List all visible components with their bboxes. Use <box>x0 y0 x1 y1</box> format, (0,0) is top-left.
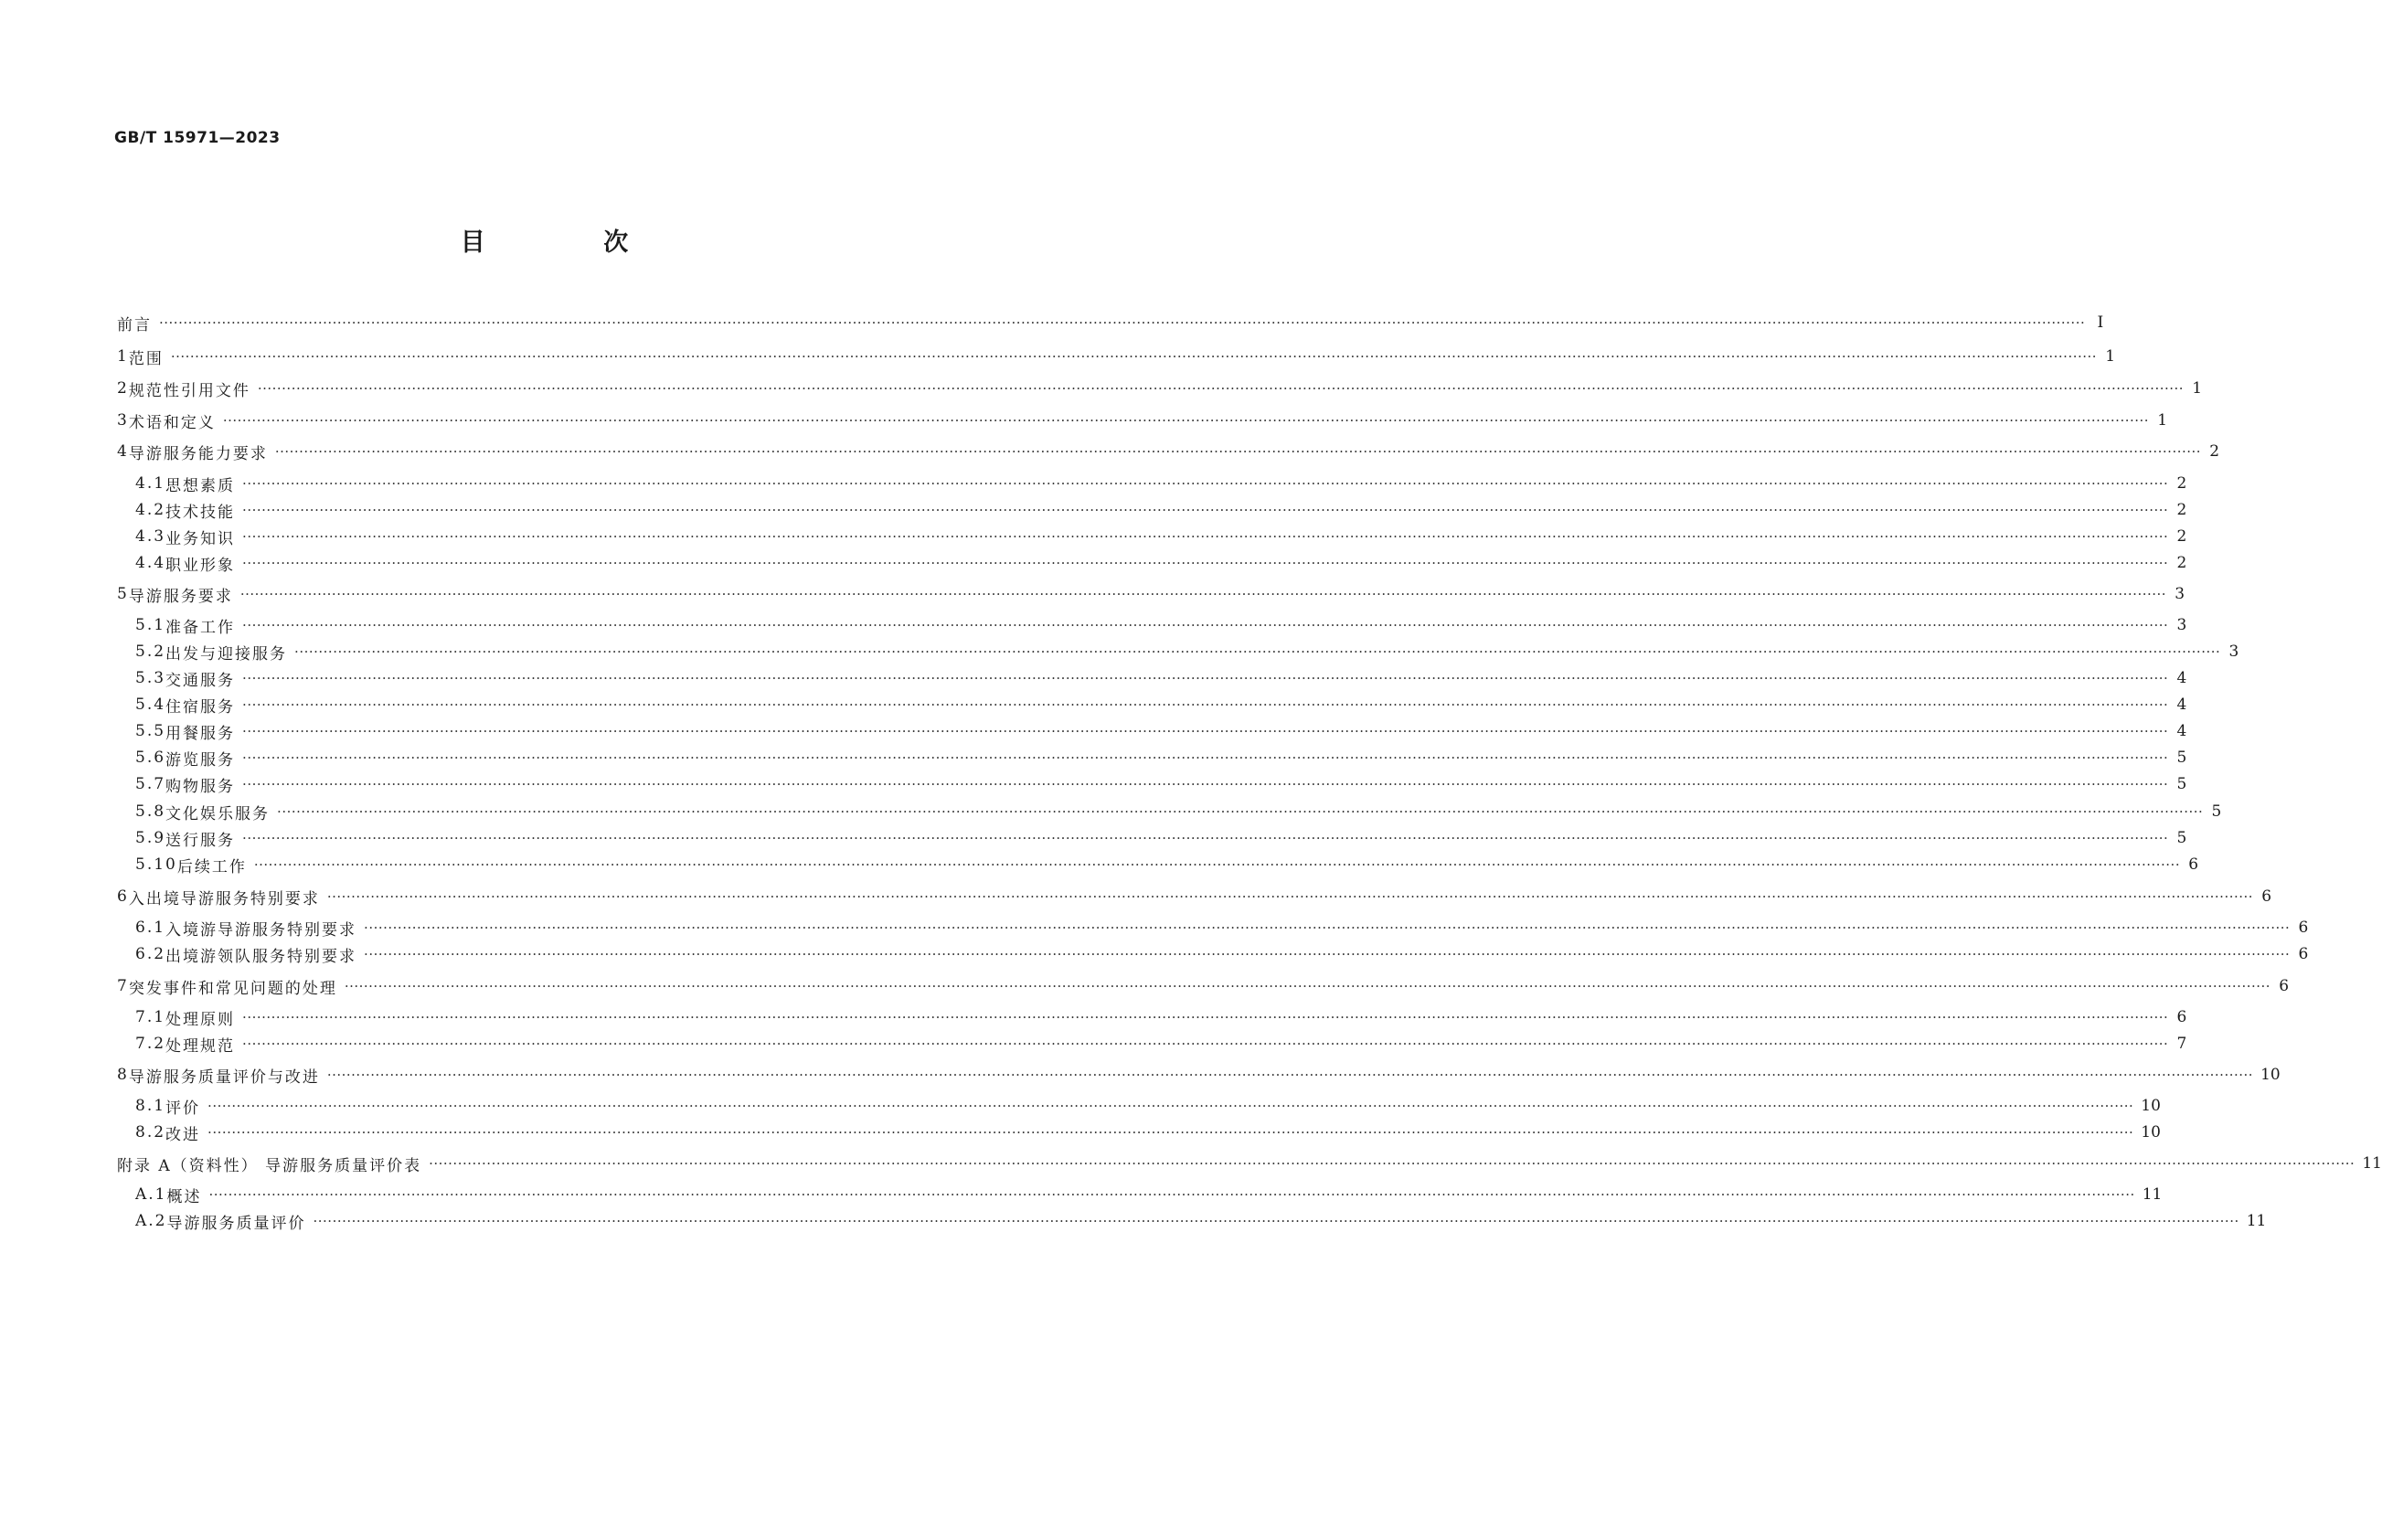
toc-entry[interactable] <box>117 311 2104 335</box>
toc-entry-title: 附录 A（资料性） 导游服务质量评价表 <box>117 1156 422 1175</box>
toc-entry-page-number: 11 <box>2246 1212 2267 1230</box>
toc-entry-number: 8 <box>117 1066 129 1084</box>
toc-entry-title: 业务知识 <box>165 529 236 548</box>
toc-entry-number: 7 <box>117 977 129 995</box>
toc-entry[interactable] <box>117 885 2272 908</box>
toc-entry[interactable] <box>135 719 2187 743</box>
toc-entry-title: 文化娱乐服务 <box>165 804 271 823</box>
toc-entry[interactable] <box>135 551 2187 575</box>
toc-entry[interactable] <box>135 853 2199 876</box>
toc-entry-number: 3 <box>117 411 129 430</box>
toc-entry-title: 改进 <box>165 1125 201 1144</box>
toc-entry-title: 购物服务 <box>165 777 236 796</box>
toc-entry-page-number: 3 <box>2175 585 2185 603</box>
toc-entry-page-number: 4 <box>2176 669 2187 687</box>
toc-entry-page-number: 1 <box>2157 411 2168 430</box>
page-title: 目 次 <box>460 228 684 257</box>
toc-entry-number: 2 <box>117 379 129 398</box>
toc-entry-title: 规范性引用文件 <box>128 381 250 400</box>
dot-leader: ················································································································································································································································································································································································································ <box>242 1036 2169 1052</box>
toc-entry-number: 7.1 <box>135 1008 166 1026</box>
toc-entry[interactable] <box>135 472 2187 495</box>
toc-entry-page-number: 1 <box>2105 347 2116 366</box>
toc-entry[interactable] <box>135 1094 2161 1118</box>
dot-leader: ················································································································································································································································································································································································································ <box>242 749 2169 766</box>
toc-entry-title: 后续工作 <box>176 857 247 876</box>
toc-entry-page-number: 7 <box>2176 1035 2187 1053</box>
toc-entry[interactable] <box>135 640 2239 664</box>
toc-entry-number: 7.2 <box>135 1035 166 1053</box>
toc-entry-title: 入出境导游服务特别要求 <box>128 889 320 908</box>
toc-entry-page-number: 6 <box>2298 919 2309 937</box>
toc-entry-title: 处理原则 <box>165 1010 236 1029</box>
toc-entry-title: 职业形象 <box>165 556 236 575</box>
dot-leader: ················································································································································································································································································································································································································ <box>242 1009 2169 1025</box>
toc-entry[interactable] <box>117 440 2220 463</box>
toc-entry[interactable] <box>117 409 2168 432</box>
toc-entry-page-number: 2 <box>2209 442 2220 461</box>
toc-entry-title: 导游服务质量评价与改进 <box>128 1067 320 1087</box>
toc-entry-page-number: 6 <box>2279 977 2290 995</box>
dot-leader: ················································································································································································································································································································································································································ <box>207 1124 2134 1141</box>
dot-leader: ················································································································································································································································································································································································································ <box>242 696 2169 713</box>
toc-entry-number: 4.2 <box>135 501 166 519</box>
toc-entry-number: A.1 <box>135 1185 167 1204</box>
toc-entry-page-number: 3 <box>2228 643 2239 661</box>
dot-leader: ················································································································································································································································································································································································································ <box>242 617 2169 633</box>
toc-entry[interactable] <box>117 1063 2281 1087</box>
toc-entry-title: 准备工作 <box>165 618 236 637</box>
dot-leader: ················································································································································································································································································································································································································ <box>242 528 2169 545</box>
toc-entry-page-number: 4 <box>2176 696 2187 714</box>
toc-entry[interactable] <box>117 1152 2382 1175</box>
toc-entry-number: 8.1 <box>135 1097 166 1115</box>
toc-entry-page-number: 4 <box>2176 722 2187 740</box>
toc-entry-title: 送行服务 <box>165 831 236 850</box>
toc-entry-page-number: 6 <box>2261 887 2272 906</box>
toc-entry-number: 5.7 <box>135 775 166 793</box>
dot-leader: ················································································································································································································································································································································································································ <box>242 776 2169 792</box>
toc-entry-number: 5.10 <box>135 855 177 874</box>
dot-leader: ················································································································································································································································································································································································································ <box>170 348 2098 365</box>
toc-entry-page-number: 6 <box>2298 945 2309 963</box>
dot-leader: ················································································································································································································································································································································································································ <box>313 1213 2239 1229</box>
toc-entry-number: 5.3 <box>135 669 166 687</box>
dot-leader: ················································································································································································································································································································································································································ <box>242 670 2169 686</box>
toc-entry-title: 思想素质 <box>165 476 236 495</box>
toc-entry[interactable] <box>135 1183 2163 1206</box>
dot-leader: ················································································································································································································································································································································································································ <box>344 978 2271 994</box>
toc-entry-page-number: 2 <box>2176 527 2187 546</box>
toc-entry[interactable] <box>135 1120 2161 1144</box>
toc-entry[interactable] <box>135 498 2187 522</box>
toc-entry-number: 6.1 <box>135 919 166 937</box>
toc-entry[interactable] <box>117 377 2203 400</box>
dot-leader: ················································································································································································································································································································································································································ <box>326 1067 2254 1083</box>
toc-entry-number: 5.1 <box>135 616 166 634</box>
toc-entry-title: 范围 <box>128 349 164 368</box>
dot-leader: ················································································································································································································································································································································································································ <box>274 443 2202 460</box>
dot-leader: ················································································································································································································································································································································································································ <box>242 555 2169 571</box>
toc-entry-page-number: 5 <box>2176 749 2187 767</box>
toc-entry-page-number: 5 <box>2176 775 2187 793</box>
toc-entry-number: 5.6 <box>135 749 166 767</box>
toc-entry-page-number: 3 <box>2176 616 2187 634</box>
toc-entry-title: 入境游导游服务特别要求 <box>165 920 357 940</box>
toc-entry-page-number: 2 <box>2176 501 2187 519</box>
toc-entry-title: 处理规范 <box>165 1036 236 1056</box>
toc-entry-page-number: 6 <box>2188 855 2199 874</box>
toc-entry-page-number: 10 <box>2141 1097 2161 1115</box>
toc-entry-page-number: 6 <box>2176 1008 2187 1026</box>
toc-entry-number: 4.1 <box>135 474 166 493</box>
toc-entry[interactable] <box>135 800 2222 823</box>
dot-leader: ················································································································································································································································································································································································································ <box>208 1186 2135 1203</box>
dot-leader: ················································································································································································································································································································································································································ <box>242 723 2169 739</box>
dot-leader: ················································································································································································································································································································································································································ <box>242 830 2169 846</box>
dot-leader: ················································································································································································································································································································································································································ <box>222 412 2150 429</box>
toc-entry-title: 导游服务质量评价 <box>166 1214 306 1233</box>
toc-entry-number: 5.8 <box>135 802 166 821</box>
dot-leader: ················································································································································································································································································································································································································ <box>364 946 2291 962</box>
toc-entry-number: 4.3 <box>135 527 166 546</box>
toc-entry-page-number: 10 <box>2260 1066 2281 1084</box>
toc-entry-title: 导游服务要求 <box>128 587 233 606</box>
toc-entry[interactable] <box>135 746 2187 770</box>
toc-entry[interactable] <box>135 772 2187 796</box>
toc-entry-title: 出发与迎接服务 <box>165 644 288 664</box>
toc-entry-title: 突发事件和常见问题的处理 <box>128 979 337 998</box>
toc-entry-title: 用餐服务 <box>165 724 236 743</box>
dot-leader: ················································································································································································································································································································································································································ <box>294 643 2221 660</box>
toc-entry-title: 出境游领队服务特别要求 <box>165 947 357 966</box>
toc-entry-title: 游览服务 <box>165 750 236 770</box>
toc-entry[interactable] <box>135 826 2187 850</box>
dot-leader: ················································································································································································································································································································································································································ <box>253 856 2181 873</box>
toc-entry-title: 交通服务 <box>165 671 236 690</box>
toc-entry-title: 术语和定义 <box>128 413 216 432</box>
toc-entry-page-number: Ⅰ <box>2097 313 2104 332</box>
toc-entry-number: 5 <box>117 585 129 603</box>
toc-entry-page-number: 5 <box>2211 802 2222 821</box>
toc-entry-title: 评价 <box>165 1099 201 1118</box>
dot-leader: ················································································································································································································································································································································································································ <box>277 803 2204 820</box>
toc-entry[interactable] <box>135 1005 2187 1029</box>
toc-entry[interactable] <box>117 582 2185 606</box>
toc-entry-title: 住宿服务 <box>165 697 236 717</box>
toc-entry[interactable] <box>135 942 2309 966</box>
toc-entry-page-number: 11 <box>2142 1185 2163 1204</box>
toc-entry-number: 6 <box>117 887 129 906</box>
toc-entry[interactable] <box>135 693 2187 717</box>
toc-entry-page-number: 5 <box>2176 829 2187 847</box>
toc-entry-title: 概述 <box>166 1187 202 1206</box>
toc-entry-number: 5.4 <box>135 696 166 714</box>
toc-entry[interactable] <box>135 1209 2267 1233</box>
toc-entry-number: 4 <box>117 442 129 461</box>
toc-entry[interactable] <box>117 345 2116 368</box>
toc-entry-number: 6.2 <box>135 945 166 963</box>
toc-entry-number: 5.5 <box>135 722 166 740</box>
dot-leader: ················································································································································································································································································································································································································ <box>364 919 2291 936</box>
dot-leader: ················································································································································································································································································································································································································ <box>207 1098 2134 1114</box>
toc-entry-number: 8.2 <box>135 1123 166 1142</box>
toc-entry-number: 5.9 <box>135 829 166 847</box>
toc-entry-number: A.2 <box>135 1212 167 1230</box>
toc-entry[interactable] <box>117 974 2290 998</box>
toc-entry[interactable] <box>135 666 2187 690</box>
dot-leader: ················································································································································································································································································································································································································ <box>257 380 2185 397</box>
toc-entry-title: 前言 <box>117 315 152 335</box>
toc-entry[interactable] <box>135 613 2187 637</box>
toc-entry-number: 4.4 <box>135 554 166 572</box>
toc-entry-page-number: 10 <box>2141 1123 2161 1142</box>
toc-entry[interactable] <box>135 1032 2187 1056</box>
dot-leader: ················································································································································································································································································································································································································ <box>242 502 2169 518</box>
toc-entry-title: 技术技能 <box>165 503 236 522</box>
dot-leader: ················································································································································································································································································································································································································ <box>239 586 2167 602</box>
dot-leader: ················································································································································································································································································································································································································ <box>326 888 2254 905</box>
toc-entry-page-number: 11 <box>2362 1154 2382 1173</box>
dot-leader: ················································································································································································································································································································································································································ <box>429 1155 2355 1172</box>
toc-entry-number: 5.2 <box>135 643 166 661</box>
document-code: GB/T 15971—2023 <box>114 129 281 147</box>
toc-entry-page-number: 1 <box>2192 379 2203 398</box>
dot-leader: ················································································································································································································································································································································································································ <box>159 314 2086 331</box>
toc-entry[interactable] <box>135 525 2187 548</box>
toc-entry[interactable] <box>135 916 2309 940</box>
toc-entry-page-number: 2 <box>2176 474 2187 493</box>
toc-entry-page-number: 2 <box>2176 554 2187 572</box>
dot-leader: ················································································································································································································································································································································································································ <box>242 475 2169 492</box>
toc-entry-number: 1 <box>117 347 129 366</box>
toc-entry-title: 导游服务能力要求 <box>128 444 268 463</box>
